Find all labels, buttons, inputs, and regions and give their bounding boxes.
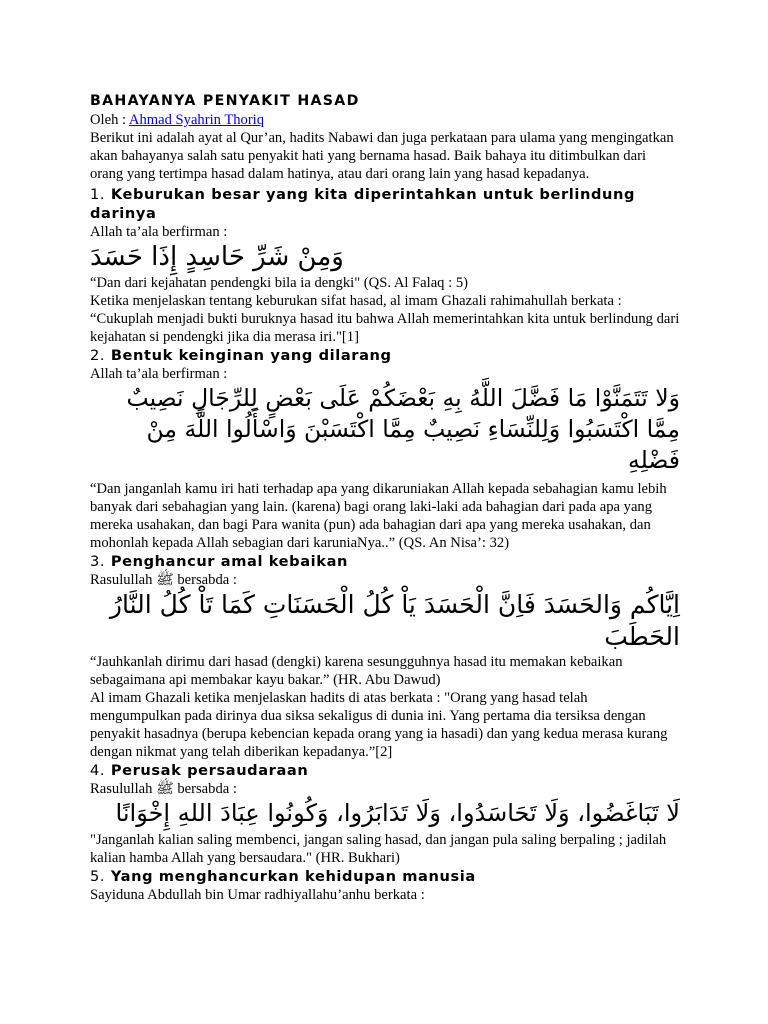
section-4-heading [90, 761, 680, 780]
section-1-arabic: وَمِنْ شَرِّ حَاسِدٍ إِذَا حَسَدَ [90, 242, 344, 272]
section-3-title: Penghancur amal kebaikan [110, 553, 349, 570]
section-1-quote: “Cukuplah menjadi bukti buruknya hasad itu bahwa Allah memerintahkan kita untuk berlindung dari kejahatan si pendengki jika dia merasa iri."[1] [90, 311, 680, 345]
section-4-translation: "Janganlah kalian saling membenci, jangan saling hasad, dan jangan pula saling berpaling ; jadilah kalian hamba Allah yang bersaudara." (HR. Bukhari) [90, 832, 667, 866]
section-3-translation: “Jauhkanlah dirimu dari hasad (dengki) karena sesungguhnya hasad itu memakan kebaikan sebagaimana api membakar kayu bakar.” (HR. Abu Dawud) [90, 654, 623, 688]
section-1-heading [90, 185, 680, 223]
section-1-note: Ketika menjelaskan tentang keburukan sifat hasad, al imam Ghazali rahimahullah berkata : [90, 293, 622, 309]
section-2-number: 2. [90, 347, 106, 364]
section-5-lead: Sayiduna Abdullah bin Umar radhiyallahu’anhu berkata : [90, 887, 425, 903]
intro-paragraph: Berikut ini adalah ayat al Qur’an, hadits Nabawi dan juga perkataan para ulama yang mengingatkan akan bahayanya salah satu penyakit hati yang bernama hasad. Baik bahaya itu ditimbulkan dari orang yang tertimpa hasad dalam hatinya, atau dari orang lain yang hasad kepadanya. [90, 130, 674, 182]
document-title: BAHAYANYA PENYAKIT HASAD [90, 93, 360, 109]
document-page [90, 93, 680, 904]
section-3-commentary: Al imam Ghazali ketika menjelaskan hadits di atas berkata : "Orang yang hasad telah mengumpulkan pada dirinya dua siksa sekaligus di dunia ini. Yang pertama dia tersiksa dengan penyakit hasadnya (berupa kebencian kepada orang yang ia hasadi) dan yang kedua merasa kurang dengan nikmat yang telah diberikan kepadanya.”[2] [90, 690, 668, 760]
section-3-arabic: اِيَّاكُم وَالحَسَدَ فَاِنَّ الْحَسَدَ يَاْ كُلُ الْحَسَنَاتِ كَمَا تَاْ كُلُ النَّارُ الحَطَبَ [109, 590, 680, 651]
byline-label: Oleh : [90, 112, 129, 128]
section-3-number: 3. [90, 553, 106, 570]
section-4-arabic: لَا تَبَاغَضُوا، وَلَا تَحَاسَدُوا، وَلَا تَدَابَرُوا، وَكُونُوا عِبَادَ اللهِ إِخْوَانًا [115, 799, 680, 827]
section-3-lead: Rasulullah ﷺ bersabda : [90, 572, 237, 588]
section-4-title: Perusak persaudaraan [110, 762, 309, 779]
section-5-title: Yang menghancurkan kehidupan manusia [110, 868, 476, 885]
section-2-heading [90, 346, 680, 365]
section-1-number: 1. [90, 186, 106, 203]
section-2-translation: “Dan janganlah kamu iri hati terhadap apa yang dikaruniakan Allah kepada sebahagian kamu lebih banyak dari sebahagian yang lain. (karena) bagi orang laki-laki ada bahagian dari pada apa yang mereka usahakan, dan bagi Para wanita (pun) ada bahagian dari apa yang mereka usahakan, dan mohonlah kepada Allah sebagian dari karuniaNya..” (QS. An Nisa’: 32) [90, 481, 667, 551]
section-2-arabic: وَلا تَتَمَنَّوْا مَا فَضَّلَ اللَّهُ بِهِ بَعْضَكُمْ عَلَى بَعْضٍ لِلرِّجَالِ نَصِيبٌ مِمَّا اكْتَسَبُوا وَلِلنِّسَاءِ نَصِيبٌ مِمَّا اكْتَسَبْنَ وَاسْأَلُوا اللَّهَ مِنْ فَضْلِهِ [126, 384, 680, 474]
section-4-lead: Rasulullah ﷺ bersabda : [90, 781, 237, 797]
section-5-number: 5. [90, 868, 106, 885]
section-2-lead: Allah ta’ala berfirman : [90, 366, 228, 382]
section-3-heading [90, 552, 680, 571]
section-5-heading [90, 867, 680, 886]
section-1-title: Keburukan besar yang kita diperintahkan untuk berlindung darinya [90, 186, 636, 222]
byline [90, 111, 680, 129]
section-1-translation: “Dan dari kejahatan pendengki bila ia dengki" (QS. Al Falaq : 5) [90, 275, 468, 291]
section-1-lead: Allah ta’ala berfirman : [90, 224, 228, 240]
section-2-title: Bentuk keinginan yang dilarang [110, 347, 392, 364]
section-4-number: 4. [90, 762, 106, 779]
author-link[interactable]: Ahmad Syahrin Thoriq [128, 112, 265, 128]
